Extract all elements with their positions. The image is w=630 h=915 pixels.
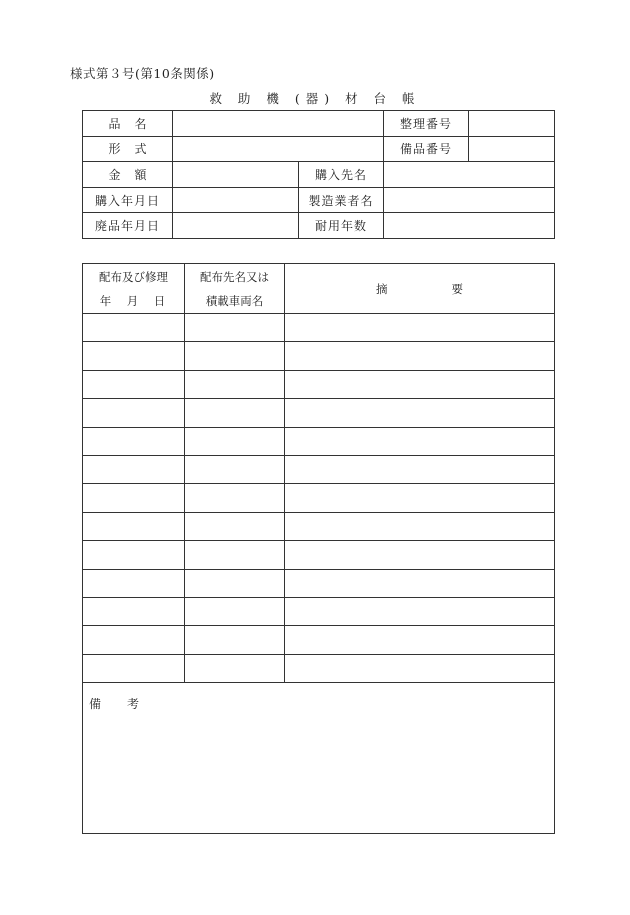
table-row (83, 484, 555, 512)
remarks-label: 備考 (89, 697, 166, 712)
history-table (82, 263, 555, 834)
control-number-label: 整理番号 (384, 111, 469, 137)
date-column-header (83, 264, 185, 314)
manufacturer-label: 製造業者名 (299, 187, 384, 213)
date-cell[interactable] (83, 427, 185, 455)
table-row (83, 314, 555, 342)
destination-cell[interactable] (185, 427, 285, 455)
summary-cell[interactable] (285, 484, 555, 512)
control-number-field[interactable] (469, 111, 555, 137)
equipment-number-field[interactable] (469, 136, 555, 162)
table-row (83, 597, 555, 625)
manufacturer-field[interactable] (384, 187, 555, 213)
date-cell[interactable] (83, 654, 185, 682)
remarks-row (83, 683, 555, 834)
table-row (83, 512, 555, 540)
date-cell[interactable] (83, 399, 185, 427)
form-title: 救 助 機 (器) 材 台 帳 (209, 91, 421, 106)
destination-cell[interactable] (185, 484, 285, 512)
equipment-number-label: 備品番号 (384, 136, 469, 162)
service-life-field[interactable] (384, 213, 555, 239)
destination-cell[interactable] (185, 541, 285, 569)
destination-column-header (185, 264, 285, 314)
amount-field[interactable] (173, 162, 299, 188)
destination-cell[interactable] (185, 597, 285, 625)
summary-cell[interactable] (285, 342, 555, 370)
purchase-date-field[interactable] (173, 187, 299, 213)
destination-cell[interactable] (185, 370, 285, 398)
table-row (83, 569, 555, 597)
destination-header-line2: 積載車両名 (205, 293, 264, 308)
service-life-label: 耐用年数 (299, 213, 384, 239)
form-number: 様式第３号(第10条関係) (70, 66, 215, 81)
date-cell[interactable] (83, 455, 185, 483)
date-cell[interactable] (83, 342, 185, 370)
disposal-date-field[interactable] (173, 213, 299, 239)
remarks-field[interactable] (83, 683, 555, 834)
disposal-date-label: 廃品年月日 (83, 213, 173, 239)
date-cell[interactable] (83, 569, 185, 597)
summary-cell[interactable] (285, 314, 555, 342)
date-header-line2: 年 月 日 (99, 293, 168, 308)
date-cell[interactable] (83, 314, 185, 342)
date-cell[interactable] (83, 597, 185, 625)
destination-cell[interactable] (185, 626, 285, 654)
table-row (83, 626, 555, 654)
summary-cell[interactable] (285, 399, 555, 427)
summary-column-header (285, 264, 555, 314)
summary-header: 摘要 (376, 281, 527, 296)
destination-cell[interactable] (185, 455, 285, 483)
supplier-label: 購入先名 (299, 162, 384, 188)
date-cell[interactable] (83, 370, 185, 398)
date-cell[interactable] (83, 484, 185, 512)
summary-cell[interactable] (285, 569, 555, 597)
destination-cell[interactable] (185, 654, 285, 682)
summary-cell[interactable] (285, 597, 555, 625)
purchase-date-label: 購入年月日 (83, 187, 173, 213)
destination-cell[interactable] (185, 512, 285, 540)
summary-cell[interactable] (285, 370, 555, 398)
equipment-info-table (82, 110, 555, 239)
date-cell[interactable] (83, 626, 185, 654)
item-name-label: 品名 (83, 111, 173, 137)
summary-cell[interactable] (285, 427, 555, 455)
destination-cell[interactable] (185, 569, 285, 597)
table-row (83, 455, 555, 483)
table-row (83, 342, 555, 370)
summary-cell[interactable] (285, 541, 555, 569)
destination-cell[interactable] (185, 399, 285, 427)
summary-cell[interactable] (285, 626, 555, 654)
destination-cell[interactable] (185, 342, 285, 370)
item-name-field[interactable] (173, 111, 384, 137)
model-label: 形式 (83, 136, 173, 162)
summary-cell[interactable] (285, 455, 555, 483)
destination-header-line1: 配布先名又は (200, 269, 269, 284)
date-header-line1: 配布及び修理 (99, 269, 168, 284)
destination-cell[interactable] (185, 314, 285, 342)
model-field[interactable] (173, 136, 384, 162)
date-cell[interactable] (83, 512, 185, 540)
amount-label: 金額 (83, 162, 173, 188)
table-row (83, 399, 555, 427)
table-row (83, 370, 555, 398)
table-row (83, 654, 555, 682)
table-row (83, 427, 555, 455)
supplier-field[interactable] (384, 162, 555, 188)
table-row (83, 541, 555, 569)
summary-cell[interactable] (285, 512, 555, 540)
summary-cell[interactable] (285, 654, 555, 682)
date-cell[interactable] (83, 541, 185, 569)
